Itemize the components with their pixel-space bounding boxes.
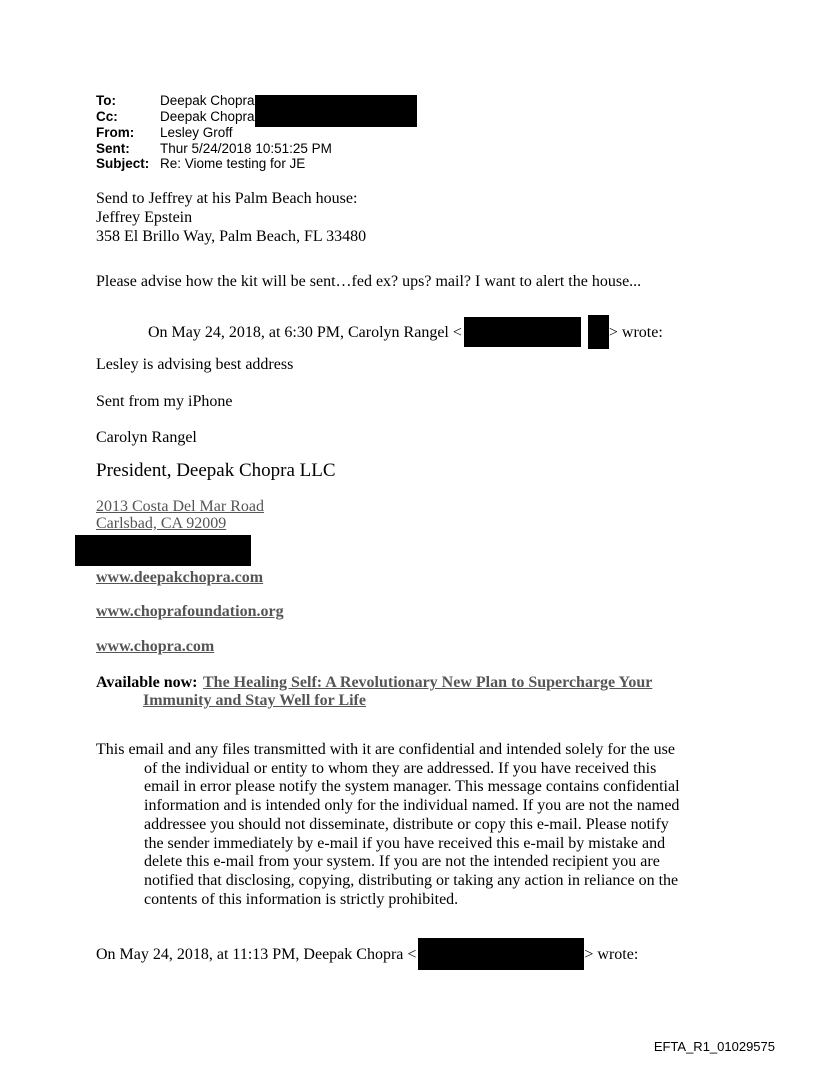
address-link[interactable]: Carlsbad, CA 92009 — [96, 515, 227, 532]
available-label: Available now: — [96, 674, 198, 691]
signature-name: Carolyn Rangel — [96, 429, 197, 446]
book-link[interactable]: The Healing Self: A Revolutionary New Plan to Supercharge Your — [203, 674, 653, 691]
quote-intro-suffix: > wrote: — [608, 323, 663, 341]
website-link[interactable]: www.choprafoundation.org — [96, 603, 284, 620]
sent-value: Thur 5/24/2018 10:51:25 PM — [160, 141, 332, 156]
redaction-box — [418, 938, 584, 970]
confidentiality-disclaimer — [96, 741, 696, 909]
to-value: Deepak Chopra — [160, 93, 255, 108]
document-id: EFTA_R1_01029575 — [653, 1039, 775, 1054]
body-line: Jeffrey Epstein — [96, 209, 193, 226]
from-value: Lesley Groff — [160, 125, 233, 140]
book-link[interactable]: Immunity and Stay Well for Life — [143, 692, 366, 709]
quote-intro: On May 24, 2018, at 6:30 PM, Carolyn Rangel < — [148, 323, 462, 341]
disclaimer-body: of the individual or entity to whom they are addressed. If you have received this email in error please notify the system manager. This message contains confidential information and is intended only for the individual named. If you are not the named addressee you should not disseminate, distribute or copy this e-mail. Please notify the sender immediately by e-mail if you have received this e-mail by mistake and delete this e-mail from your system. If you are not the intended recipient you are notified that disclosing, copying, distributing or taking any action in reliance on the contents of this information is strictly prohibited. — [144, 759, 680, 908]
body-line: Send to Jeffrey at his Palm Beach house: — [96, 190, 358, 207]
quote-message: Lesley is advising best address — [96, 356, 294, 373]
to-label: To: — [96, 93, 116, 108]
body-line: 358 El Brillo Way, Palm Beach, FL 33480 — [96, 228, 367, 245]
redaction-box — [255, 95, 417, 127]
quote-intro-row — [148, 315, 663, 349]
subject-value: Re: Viome testing for JE — [160, 156, 306, 171]
body-line: Please advise how the kit will be sent…fed ex? ups? mail? I want to alert the house... — [96, 273, 642, 290]
subject-label: Subject: — [96, 156, 150, 171]
quote-intro-suffix: > wrote: — [584, 945, 639, 963]
cc-label: Cc: — [96, 109, 118, 124]
cc-value: Deepak Chopra — [160, 109, 255, 124]
redaction-box — [588, 315, 609, 349]
redaction-box — [75, 535, 251, 566]
quote-intro: On May 24, 2018, at 11:13 PM, Deepak Chopra < — [96, 945, 417, 963]
sent-from: Sent from my iPhone — [96, 393, 233, 410]
website-link[interactable]: www.chopra.com — [96, 638, 215, 655]
signature-title: President, Deepak Chopra LLC — [96, 460, 336, 481]
sent-label: Sent: — [96, 141, 130, 156]
address-link[interactable]: 2013 Costa Del Mar Road — [96, 498, 264, 515]
quote-intro-row — [96, 938, 638, 970]
disclaimer-first-line: This email and any files transmitted with it are confidential and intended solely for the use — [96, 741, 675, 758]
website-link[interactable]: www.deepakchopra.com — [96, 569, 264, 586]
redaction-box — [464, 317, 581, 347]
from-label: From: — [96, 125, 135, 140]
